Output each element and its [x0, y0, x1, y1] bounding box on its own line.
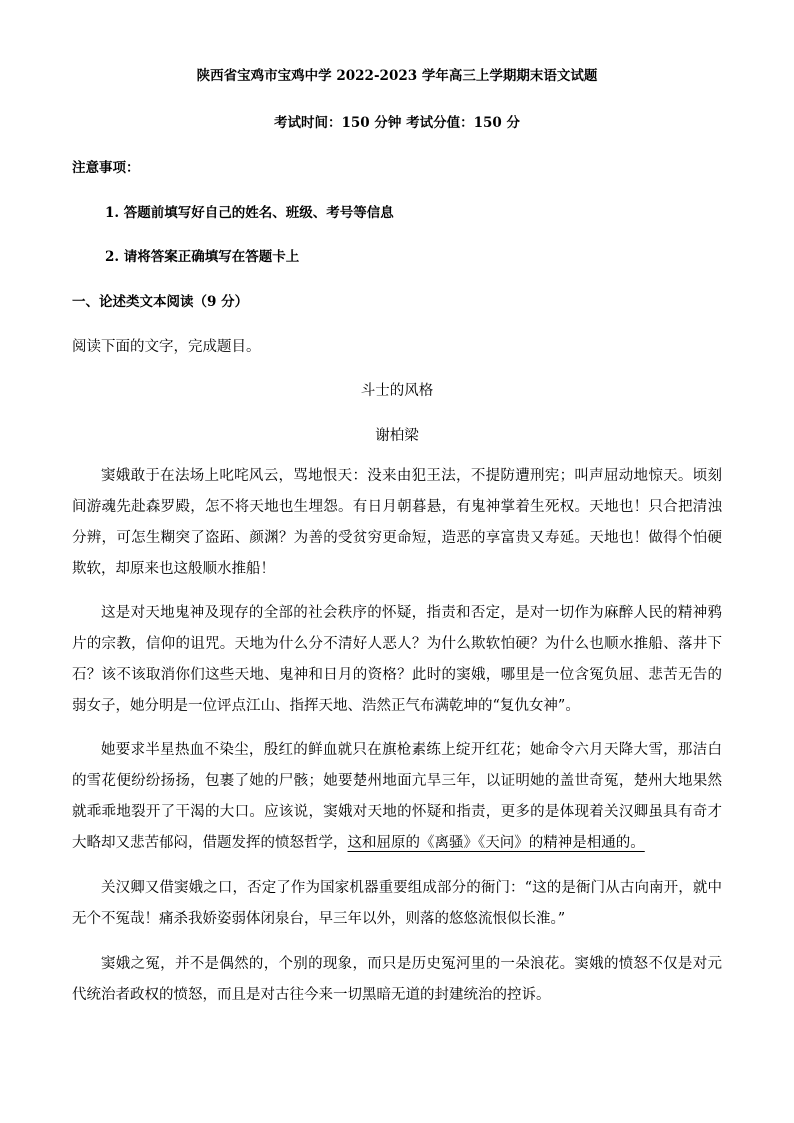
article-title: 斗士的风格	[360, 383, 434, 399]
reading-instruction: 阅读下面的文字，完成题目。	[72, 339, 261, 355]
article-paragraph-4: 关汉卿又借窦娥之口，否定了作为国家机器重要组成部分的衙门：“这的是衙门从古向南开，就中无个不冤哉！痛杀我娇姿弱体闭泉台，早三年以外，则落的悠悠流恨似长淮。”	[72, 880, 722, 927]
exam-title: 陕西省宝鸡市宝鸡中学 2022-2023 学年高三上学期期末语文试题	[196, 68, 598, 84]
article-paragraph-1: 窦娥敢于在法场上叱咤风云，骂地恨天：没来由犯王法，不提防遭刑宪；叫声屈动地惊天。顷刻间游魂先赴森罗殿，怎不将天地也生埋怨。有日月朝暮悬，有鬼神掌着生死权。天地也！只合把清浊分辨，可怎生糊突了盗跖、颜渊？为善的受贫穷更命短，造恶的享富贵又寿延。天地也！做得个怕硬欺软，却原来也这般顺水推船！	[72, 468, 722, 577]
paragraph-3-text: 她要求半星热血不染尘，殷红的鲜血就只在旗枪素练上绽开红花；她命令六月天降大雪，那洁白的雪花便纷纷扬扬，包裹了她的尸骸；她要楚州地面亢旱三年，以证明她的盖世奇冤，楚州大地果然就乖乖地裂开了干渴的大口。应该说，窦娥对天地的怀疑和指责，更多的是体现着关汉卿虽具有奇才大略却又悲苦郁闷，借题发挥的愤怒哲学，	[72, 742, 722, 851]
notice-item-2: 2. 请将答案正确填写在答题卡上	[105, 249, 300, 265]
underlined-sentence: 这和屈原的《离骚》《天问》的精神是相通的。	[347, 835, 645, 851]
exam-time-and-score: 考试时间：150 分钟 考试分值：150 分	[274, 115, 520, 131]
article-author: 谢柏梁	[375, 428, 419, 444]
article-paragraph-2: 这是对天地鬼神及现存的全部的社会秩序的怀疑，指责和否定，是对一切作为麻醉人民的精神鸦片的宗教，信仰的诅咒。天地为什么分不清好人恶人？为什么欺软怕硬？为什么也顺水推船、落井下石？该不该取消你们这些天地、鬼神和日月的资格？此时的窦娥，哪里是一位含冤负屈、悲苦无告的弱女子，她分明是一位评点江山、指挥天地、浩然正气布满乾坤的“复仇女神”。	[72, 605, 722, 714]
section-heading: 一、论述类文本阅读（9 分）	[72, 294, 249, 310]
article-paragraph-3	[72, 735, 722, 859]
article-paragraph-5: 窦娥之冤，并不是偶然的，个别的现象，而只是历史冤河里的一朵浪花。窦娥的愤怒不仅是对元代统治者政权的愤怒，而且是对古往今来一切黑暗无道的封建统治的控诉。	[72, 956, 722, 1003]
notice-item-1: 1. 答题前填写好自己的姓名、班级、考号等信息	[105, 205, 394, 221]
notice-heading: 注意事项：	[72, 160, 140, 176]
